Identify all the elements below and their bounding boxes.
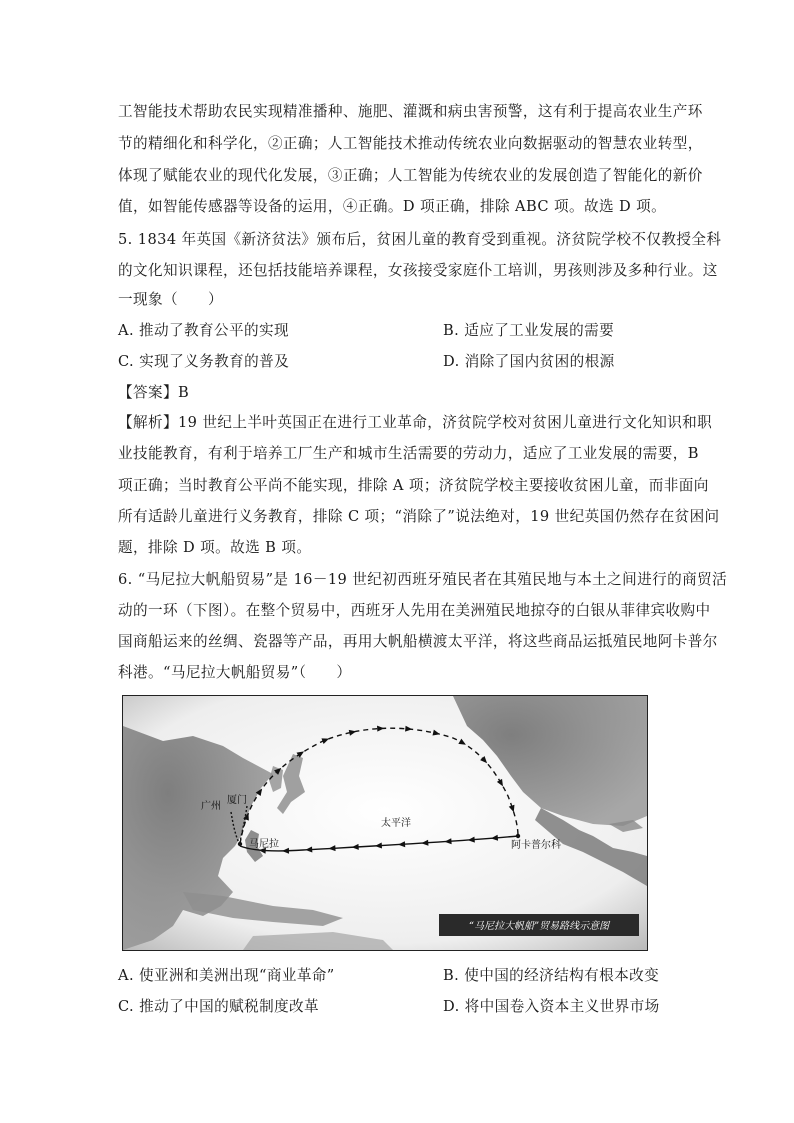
q6-stem-line-2: 动的一环（下图）。在整个贸易中，西班牙人先用在美洲殖民地掠夺的白银从菲律宾收购中 [118, 602, 711, 619]
label-guangzhou: 广州 [201, 801, 221, 812]
label-acapulco: 阿卡普尔科 [511, 840, 561, 851]
q5-option-a: A. 推动了教育公平的实现 [118, 322, 289, 339]
label-pacific: 太平洋 [381, 818, 411, 829]
explanation-line-1: 工智能技术帮助农民实现精准播种、施肥、灌溉和病虫害预警，这有利于提高农业生产环 [118, 103, 703, 120]
q5-stem-line-3: 一现象（ ） [118, 291, 223, 308]
q6-option-c: C. 推动了中国的赋税制度改革 [118, 998, 320, 1015]
q5-analysis-line-1: 【解析】19 世纪上半叶英国正在进行工业革命，济贫院学校对贫困儿童进行文化知识和职 [118, 414, 713, 431]
q5-answer: 【答案】B [118, 384, 190, 401]
manila-marker [238, 842, 242, 846]
q6-stem-line-4: 科港。“马尼拉大帆船贸易”（ ） [118, 664, 352, 681]
q5-analysis-line-5: 题，排除 D 项。故选 B 项。 [118, 539, 312, 556]
q6-option-d: D. 将中国卷入资本主义世界市场 [443, 998, 660, 1015]
map-svg [123, 696, 647, 950]
q6-stem-line-3: 国商船运来的丝绸、瓷器等产品，再用大帆船横渡太平洋，将这些商品运抵殖民地阿卡普尔 [118, 633, 718, 650]
q5-stem-line-1: 5. 1834 年英国《新济贫法》颁布后，贫困儿童的教育受到重视。济贫院学校不仅教授全科 [118, 231, 722, 248]
q5-option-c: C. 实现了义务教育的普及 [118, 353, 290, 370]
q5-stem-line-2: 的文化知识课程，还包括技能培养课程，女孩接受家庭仆工培训，男孩则涉及多种行业。这 [118, 262, 718, 279]
explanation-line-2: 节的精细化和科学化，②正确；人工智能技术推动传统农业向数据驱动的智慧农业转型， [118, 135, 703, 152]
q6-option-a: A. 使亚洲和美洲出现“商业革命” [118, 967, 335, 984]
q5-option-b: B. 适应了工业发展的需要 [443, 322, 615, 339]
label-manila: 马尼拉 [249, 839, 279, 850]
q5-analysis-line-2: 业技能教育，有利于培养工厂生产和城市生活需要的劳动力，适应了工业发展的需要，B [118, 445, 699, 462]
q5-option-d: D. 消除了国内贫困的根源 [443, 353, 615, 370]
q5-analysis-line-3: 项正确；当时教育公平尚不能实现，排除 A 项；济贫院学校主要接收贫困儿童，而非面向 [118, 477, 709, 494]
acapulco-marker [516, 834, 520, 838]
galleon-trade-map [122, 695, 648, 951]
label-xiamen: 厦门 [227, 795, 247, 806]
explanation-line-4: 值，如智能传感器等设备的运用，④正确。D 项正确，排除 ABC 项。故选 D 项。 [118, 198, 667, 215]
map-caption: “马尼拉大帆船”贸易路线示意图 [468, 921, 610, 932]
q6-option-b: B. 使中国的经济结构有根本改变 [443, 967, 660, 984]
explanation-line-3: 体现了赋能农业的现代化发展，③正确；人工智能为传统农业的发展创造了智能化的新价 [118, 167, 703, 184]
q5-analysis-line-4: 所有适龄儿童进行义务教育，排除 C 项；“消除了”说法绝对，19 世纪英国仍然存在贫困问 [118, 508, 720, 525]
q6-stem-line-1: 6. “马尼拉大帆船贸易”是 16－19 世纪初西班牙殖民者在其殖民地与本土之间进行的商贸活 [118, 571, 728, 588]
